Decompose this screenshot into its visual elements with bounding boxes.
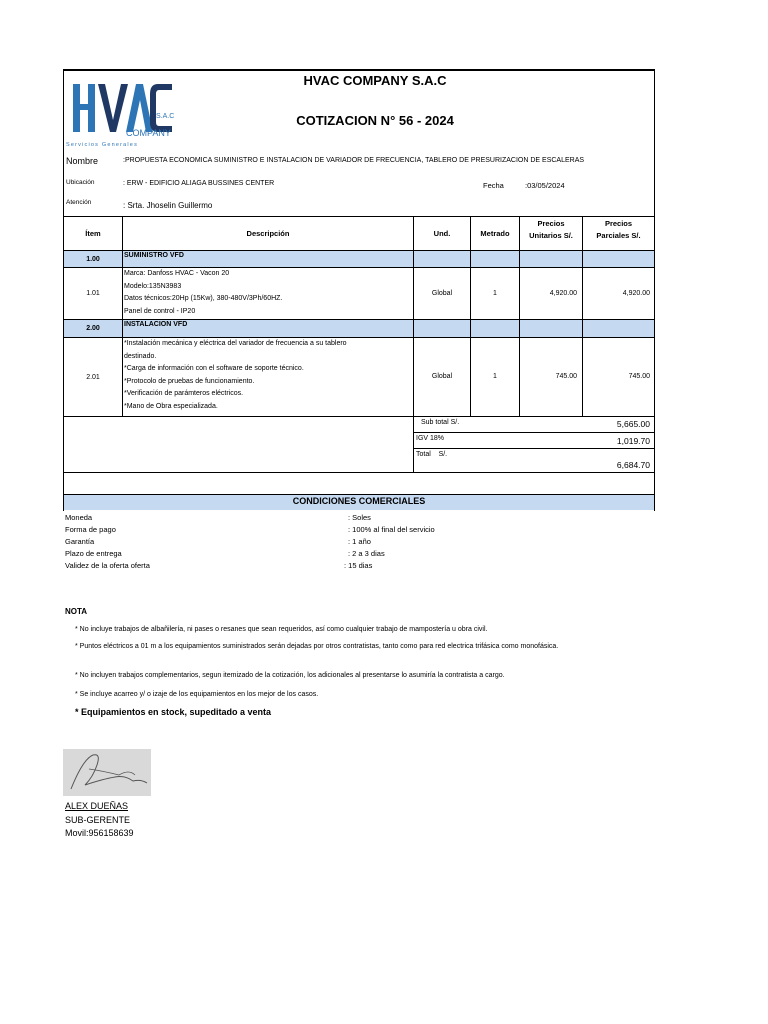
- col-header-parcial: [583, 218, 654, 242]
- row1-desc-line: Modelo:135N3983: [124, 282, 182, 290]
- logo-tagline: Servicios Generales: [66, 142, 139, 148]
- row1-desc-line: Panel de control - IP20: [124, 307, 196, 315]
- row1-description: [124, 268, 282, 318]
- condition-label: Plazo de entrega: [65, 549, 122, 558]
- atencion-label: Atención: [66, 199, 92, 206]
- condition-label: Moneda: [65, 513, 93, 522]
- fecha-value: :03/05/2024: [525, 181, 565, 190]
- row2-desc-line: *Protocolo de pruebas de funcionamiento.: [124, 377, 255, 385]
- note-item: * Se incluye acarreo y/ o izaje de los equipamientos en los mejor de los casos.: [75, 691, 319, 698]
- signature-image: [63, 749, 151, 796]
- ubicacion-value: : ERW - EDIFICIO ALIAGA BUSSINES CENTER: [123, 180, 275, 187]
- row2-desc-line: *Instalación mecánica y eléctrica del variador de frecuencia a su tablero: [124, 340, 347, 347]
- row2-desc-line: *Carga de información con el software de soporte técnico.: [124, 365, 304, 372]
- signer-phone: Movil:956158639: [65, 828, 134, 838]
- row2-desc-line: *Verificación de parámteros eléctricos.: [124, 390, 244, 397]
- col-header-unit: [520, 218, 582, 242]
- row2-item: 2.01: [86, 374, 100, 381]
- section1-title: SUMINISTRO VFD: [124, 252, 184, 259]
- row2-partial-price: 745.00: [628, 373, 650, 380]
- row1-metrado: 1: [493, 290, 497, 297]
- col-header-unit-line2: Unitarios S/.: [529, 231, 573, 240]
- conditions-title: CONDICIONES COMERCIALES: [292, 496, 426, 506]
- row1-desc-line: Datos técnicos:20Hp (15Kw), 380-480V/3Ph/60HZ.: [124, 295, 283, 302]
- row2-unit-price: 745.00: [555, 373, 577, 380]
- subtotal-label: Sub total S/.: [421, 419, 460, 426]
- signer-role: SUB-GERENTE: [65, 815, 131, 825]
- note-bold-item: * Equipamientos en stock, supeditado a venta: [75, 707, 272, 717]
- igv-label: IGV 18%: [416, 435, 445, 442]
- section1-item: 1.00: [86, 256, 100, 263]
- condition-value: : 100% al final del servicio: [348, 525, 435, 534]
- total-label: Total S/.: [416, 451, 448, 458]
- condition-value: : 2 a 3 dias: [348, 549, 385, 558]
- row2-desc-line: destinado.: [124, 352, 157, 360]
- row1-partial-price: 4,920.00: [622, 290, 650, 297]
- col-header-descripcion: Descripción: [246, 229, 290, 238]
- signer-name: ALEX DUEÑAS: [65, 801, 129, 811]
- total-value: 6,684.70: [616, 460, 650, 470]
- row2-description: [124, 338, 347, 413]
- col-header-parcial-line2: Parciales S/.: [596, 231, 641, 240]
- row2-desc-line: *Mano de Obra especializada.: [124, 402, 218, 410]
- subtotal-value: 5,665.00: [616, 419, 650, 429]
- condition-value: : Soles: [348, 513, 371, 522]
- note-item: * Puntos eléctricos a 01 m a los equipamientos suministrados serán dejadas por otros contratistas, tanto como para red electrica trifásica como monofásica.: [75, 643, 559, 650]
- nombre-label: Nombre: [66, 156, 99, 166]
- section2-item: 2.00: [86, 325, 100, 332]
- logo-company-text: COMPANY: [126, 128, 171, 138]
- row2-metrado: 1: [493, 373, 497, 380]
- notes-title: NOTA: [65, 607, 88, 616]
- condition-value: : 1 año: [348, 537, 371, 546]
- row1-item: 1.01: [86, 290, 100, 297]
- igv-value: 1,019.70: [616, 436, 650, 446]
- condition-label: Garantía: [65, 537, 95, 546]
- row2-und: Global: [431, 373, 453, 380]
- col-header-metrado: Metrado: [480, 229, 510, 238]
- col-header-und: Und.: [433, 229, 451, 238]
- ubicacion-label: Ubicación: [66, 179, 95, 186]
- company-logo: [66, 72, 181, 152]
- note-item: * No incluye trabajos de albañilería, ni pases o resanes que sean requeridos, así como cualquier trabajo de mampostería u obra civil.: [75, 626, 488, 633]
- condition-label: Forma de pago: [65, 525, 116, 534]
- section2-title: INSTALACION VFD: [124, 321, 188, 328]
- row1-und: Global: [431, 290, 453, 297]
- fecha-label: Fecha: [483, 181, 504, 190]
- condition-value: : 15 dias: [344, 561, 373, 570]
- row1-unit-price: 4,920.00: [549, 290, 577, 297]
- nombre-value: :PROPUESTA ECONOMICA SUMINISTRO E INSTALACION DE VARIADOR DE FRECUENCIA, TABLERO DE PRESURIZACION DE ESCALERAS: [123, 157, 585, 164]
- logo-sac-text: S.A.C: [156, 113, 175, 120]
- col-header-parcial-line1: Precios: [604, 219, 633, 228]
- company-name: HVAC COMPANY S.A.C: [303, 73, 447, 88]
- note-item: * No incluyen trabajos complementarios, segun itemizado de la cotización, los adicionales al presentarse lo asumiría la contratista a cargo.: [75, 672, 505, 679]
- atencion-value: : Srta. Jhoselin Guillermo: [123, 201, 213, 210]
- condition-label: Validez de la oferta oferta: [65, 561, 150, 570]
- col-header-unit-line1: Precios: [537, 219, 565, 228]
- col-header-item: Ítem: [85, 229, 101, 238]
- row1-desc-line: Marca: Danfoss HVAC - Vacon 20: [124, 270, 230, 277]
- quote-title: COTIZACION N° 56 - 2024: [296, 113, 454, 128]
